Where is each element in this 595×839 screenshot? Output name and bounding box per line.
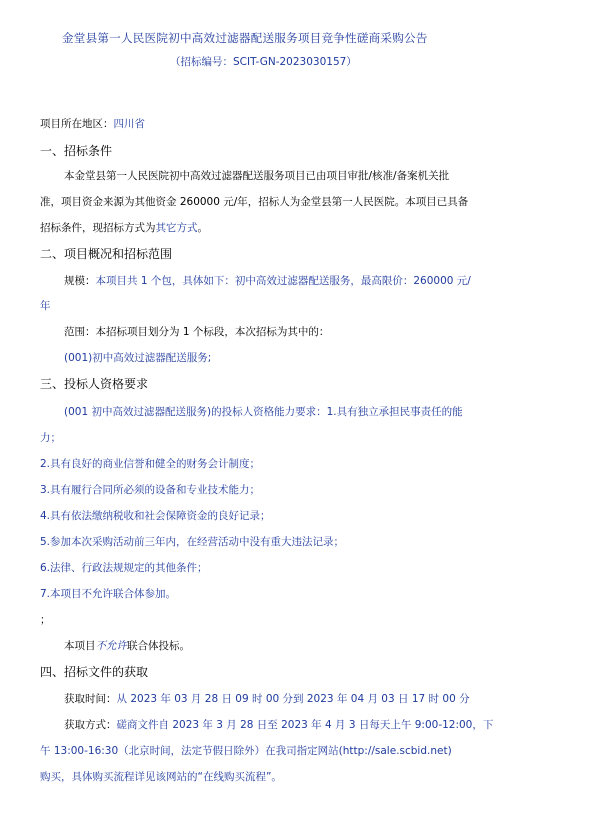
section-2-heading: 二、项目概况和招标范围 xyxy=(40,247,173,261)
scope-line: 范围：本招标项目划分为 1 个标段，本次招标为其中的： xyxy=(64,326,330,338)
joint-bid-line: 本项目不允许联合体投标。 xyxy=(64,640,190,652)
acquire-time-label: 获取时间： xyxy=(64,693,117,705)
stray-punctuation: ； xyxy=(40,614,51,626)
qualification-item: 7.本项目不允许联合体参加。 xyxy=(40,588,177,600)
s1-paragraph-line-1: 本金堂县第一人民医院初中高效过滤器配送服务项目已由项目审批/核准/备案机关批 xyxy=(64,170,450,182)
acquire-time-value: 从 2023 年 03 月 28 日 09 时 00 分到 2023 年 04 月 03 日 17 时 00 分 xyxy=(116,693,470,705)
acquire-time-line xyxy=(64,692,470,706)
region-line xyxy=(40,117,145,131)
qualification-item: 5.参加本次采购活动前三年内，在经营活动中没有重大违法记录； xyxy=(40,536,345,548)
qualification-item: 4.具有依法缴纳税收和社会保障资金的良好记录； xyxy=(40,510,271,522)
acquire-method-line-3: 购买，具体购买流程详见该网站的“在线购买流程”。 xyxy=(40,771,282,783)
qualification-intro-1: (001 初中高效过滤器配送服务)的投标人资格能力要求：1.具有独立承担民事责任的能 xyxy=(64,406,463,418)
section-4-heading: 四、招标文件的获取 xyxy=(40,665,149,679)
qualification-item: 2.具有良好的商业信誉和健全的财务会计制度； xyxy=(40,458,261,470)
acquire-method-line-2: 午 13:00-16:30（北京时间，法定节假日除外）在我司指定网站(http://sale.scbid.net) xyxy=(40,745,452,757)
qualification-item: 3.具有履行合同所必须的设备和专业技术能力； xyxy=(40,484,261,496)
scale-value-cont: 年 xyxy=(40,300,51,312)
region-value: 四川省 xyxy=(113,118,145,130)
page-title: 金堂县第一人民医院初中高效过滤器配送服务项目竞争性磋商采购公告 xyxy=(62,31,428,45)
section-1-heading: 一、招标条件 xyxy=(40,144,113,158)
s1-paragraph-line-3: 招标条件，现招标方式为其它方式。 xyxy=(40,222,208,234)
joint-bid-value: 不允许 xyxy=(95,640,127,652)
region-label: 项目所在地区： xyxy=(40,118,114,130)
tender-method: 其它方式 xyxy=(155,222,198,234)
qualification-intro-2: 力； xyxy=(40,432,61,444)
lot-line: (001)初中高效过滤器配送服务; xyxy=(64,352,212,364)
tender-number: （招标编号：SCIT-GN-2023030157） xyxy=(170,56,357,68)
acquire-method-label: 获取方式： xyxy=(64,719,117,731)
section-3-heading: 三、投标人资格要求 xyxy=(40,377,149,391)
acquire-method-line-1: 获取方式：磋商文件自 2023 年 3 月 28 日至 2023 年 4 月 3 日每天上午 9:00-12:00，下 xyxy=(64,719,494,731)
scale-value: 本项目共 1 个包，具体如下：初中高效过滤器配送服务，最高限价：260000 元/ xyxy=(95,275,471,287)
qualification-item: 6.法律、行政法规规定的其他条件； xyxy=(40,562,208,574)
s1-paragraph-line-2: 准，项目资金来源为其他资金 260000 元/年，招标人为金堂县第一人民医院。本项目已具备 xyxy=(40,196,469,208)
scale-line xyxy=(64,274,471,288)
scale-label: 规模： xyxy=(64,275,96,287)
